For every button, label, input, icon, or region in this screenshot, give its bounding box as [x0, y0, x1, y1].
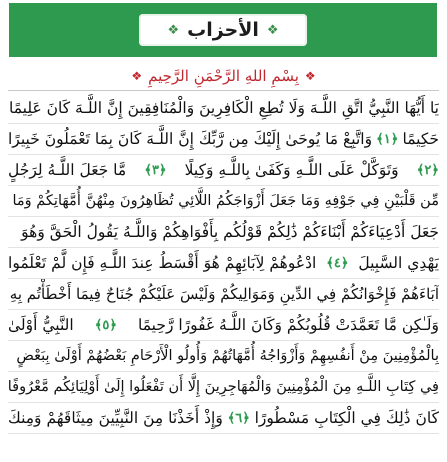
verse-segment: يَا أَيُّهَا النَّبِيُّ اتَّقِ اللَّـهَ وَلَا تُطِعِ الْكَافِرِينَ وَالْمُنَافِقِينَ إِنَّ اللَّـهَ كَانَ عَلِيمًا: [8, 99, 439, 117]
surah-title: الأحزاب: [187, 19, 259, 41]
verse-line: [8, 217, 439, 248]
verse-segment: يَهْدِي السَّبِيلَ: [358, 254, 439, 272]
verse-number-marker: ﴿٣﴾: [144, 162, 167, 178]
basmala: [0, 63, 447, 89]
verse-segment: وَلَـٰكِن مَّا تَعَمَّدَتْ قُلُوبُكُمْ وَكَانَ اللَّـهُ غَفُورًا رَّحِيمًا: [138, 316, 439, 334]
surah-header: [9, 3, 437, 57]
ornament-icon: ❖: [266, 22, 279, 38]
verse-segment: بِالْمُؤْمِنِينَ مِنْ أَنفُسِهِمْ وَأَزْوَاجُهُ أُمَّهَاتُهُمْ وَأُولُو الْأَرْحَامِ بَعْضُهُمْ أَوْلَىٰ بِبَعْضٍ: [16, 348, 439, 364]
verse-segment: فِي كِتَابِ اللَّـهِ مِنَ الْمُؤْمِنِينَ وَالْمُهَاجِرِينَ إِلَّا أَن تَفْعَلُوا إِلَىٰ أَوْلِيَائِكُم مَّعْرُوفًا: [8, 379, 439, 395]
verse-line: [8, 186, 439, 217]
verse-segment: ادْعُوهُمْ لِآبَائِهِمْ هُوَ أَقْسَطُ عِندَ اللَّـهِ فَإِن لَّمْ تَعْلَمُوا: [8, 254, 317, 272]
basmala-text: بِسْمِ اللهِ الرَّحْمَنِ الرَّحِيمِ: [148, 67, 299, 85]
verse-segment: وَإِذْ أَخَذْنَا مِنَ النَّبِيِّينَ مِيثَاقَهُمْ وَمِنكَ: [8, 409, 223, 427]
ornament-icon: ❖: [304, 69, 316, 83]
verses-text: [8, 93, 439, 434]
verse-segment: كَانَ ذَٰلِكَ فِي الْكِتَابِ مَسْطُورًا: [254, 409, 439, 427]
verse-line: [8, 279, 439, 310]
verse-number-marker: ﴿٦﴾: [227, 410, 250, 426]
verse-line: [8, 124, 439, 155]
verse-segment: مِّن قَلْبَيْنِ فِي جَوْفِهِ وَمَا جَعَلَ أَزْوَاجَكُمُ اللَّائِي تُظَاهِرُونَ مِنْهُنَّ أُمَّهَاتِكُمْ وَمَا: [12, 193, 439, 209]
ornament-icon: ❖: [131, 69, 143, 83]
ornament-icon: ❖: [167, 22, 180, 38]
verse-segment: وَتَوَكَّلْ عَلَى اللَّـهِ وَكَفَىٰ بِاللَّـهِ وَكِيلًا: [184, 161, 399, 179]
verse-segment: مَّا جَعَلَ اللَّـهُ لِرَجُلٍ: [8, 161, 127, 179]
verse-line: [8, 403, 439, 434]
surah-title-frame: [139, 14, 307, 46]
verse-line: [8, 248, 439, 279]
verse-segment: النَّبِيُّ أَوْلَىٰ: [8, 316, 74, 334]
verse-line: [8, 310, 439, 341]
verse-line: [8, 93, 439, 124]
verse-line: [8, 155, 439, 186]
verse-number-marker: ﴿٢﴾: [416, 162, 439, 178]
verse-segment: جَعَلَ أَدْعِيَاءَكُمْ أَبْنَاءَكُمْ ذَٰلِكُمْ قَوْلُكُم بِأَفْوَاهِكُمْ وَاللَّـهُ يَقُولُ الْحَقَّ وَهُوَ: [21, 223, 439, 241]
verse-segment: حَكِيمًا: [402, 130, 439, 148]
verse-line: [8, 341, 439, 372]
verse-number-marker: ﴿٤﴾: [326, 255, 349, 271]
verse-line: [8, 372, 439, 403]
verse-number-marker: ﴿١﴾: [376, 131, 399, 147]
verse-segment: آبَاءَهُمْ فَإِخْوَانُكُمْ فِي الدِّينِ وَمَوَالِيكُمْ وَلَيْسَ عَلَيْكُمْ جُنَاحٌ فِيمَا أَخْطَأْتُم بِهِ: [9, 285, 439, 303]
verse-number-marker: ﴿٥﴾: [94, 317, 117, 333]
divider: [8, 90, 439, 91]
verse-segment: وَاتَّبِعْ مَا يُوحَىٰ إِلَيْكَ مِن رَّبِّكَ إِنَّ اللَّـهَ كَانَ بِمَا تَعْمَلُونَ خَبِيرًا: [8, 130, 373, 148]
